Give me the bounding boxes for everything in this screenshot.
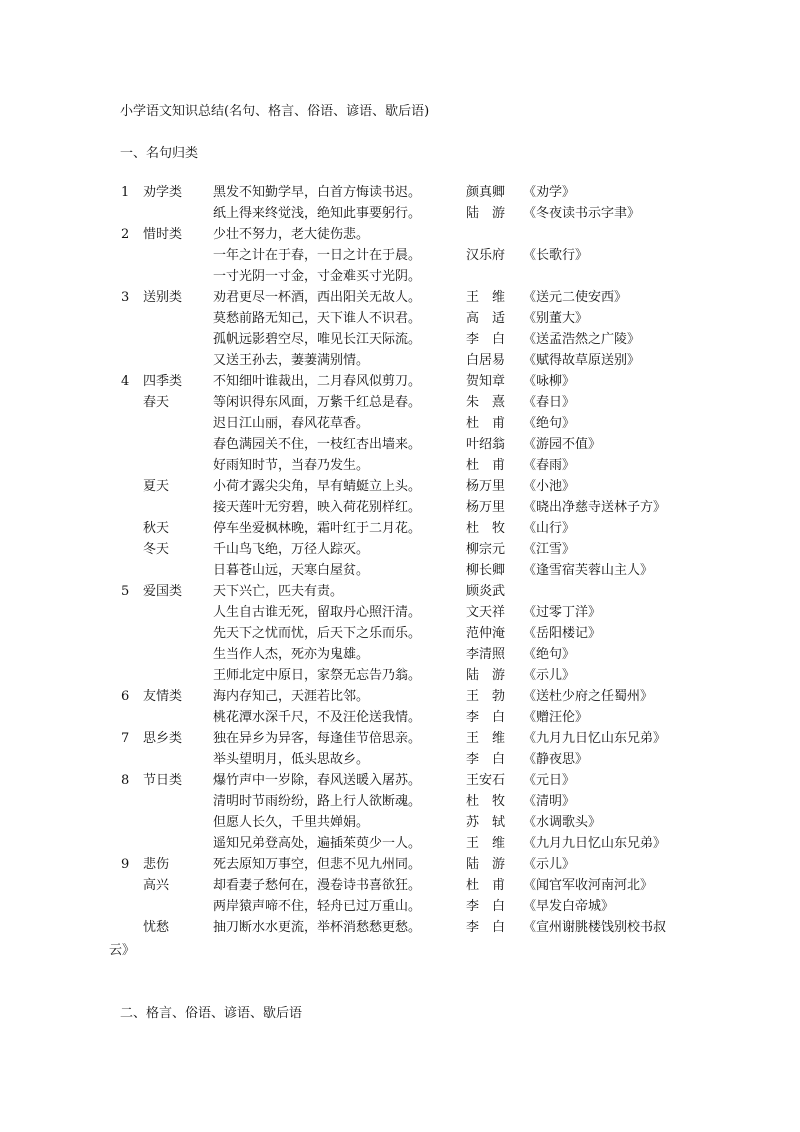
quote-row: [0, 644, 800, 665]
quote-row: [0, 224, 800, 245]
section-heading-proverbs: 二、格言、俗语、谚语、歇后语: [120, 1006, 303, 1021]
category-label: 节日类: [143, 773, 183, 788]
work-title: 《示儿》: [523, 668, 576, 683]
quote-text: 抽刀断水水更流，举杯消愁愁更愁。: [213, 920, 422, 935]
quote-row: [0, 623, 800, 644]
quote-text: 生当作人杰，死亦为鬼雄。: [213, 647, 370, 662]
author-name: 杨万里: [466, 500, 506, 515]
work-title: 《岳阳楼记》: [523, 626, 602, 641]
quote-row: [0, 287, 800, 308]
quote-text: 但愿人长久，千里共婵娟。: [213, 815, 370, 830]
quote-text: 死去原知万事空，但悲不见九州同。: [213, 857, 422, 872]
category-label: 劝学类: [143, 185, 183, 200]
quote-row: [0, 539, 800, 560]
author-name: 杜 牧: [466, 521, 506, 536]
quote-text: 王师北定中原日，家祭无忘告乃翁。: [213, 668, 422, 683]
quote-row: [0, 392, 800, 413]
work-title: 《九月九日忆山东兄弟》: [523, 731, 667, 746]
quote-text: 迟日江山丽，春风花草香。: [213, 416, 370, 431]
quote-row: [0, 602, 800, 623]
quote-row: [0, 203, 800, 224]
work-title: 《元日》: [523, 773, 576, 788]
work-title: 《长歌行》: [523, 248, 589, 263]
work-title: 《静夜思》: [523, 752, 589, 767]
author-name: 白居易: [466, 353, 506, 368]
author-name: 顾炎武: [466, 584, 506, 599]
category-label: 冬天: [143, 542, 170, 557]
work-title: 《游园不值》: [523, 437, 602, 452]
author-name: 王 维: [466, 290, 506, 305]
author-name: 李 白: [466, 752, 506, 767]
quote-row: [0, 413, 800, 434]
author-name: 颜真卿: [466, 185, 506, 200]
work-title: 《赠汪伦》: [523, 710, 589, 725]
quote-row: [0, 350, 800, 371]
author-name: 苏 轼: [466, 815, 506, 830]
quote-text: 一寸光阴一寸金，寸金难买寸光阴。: [213, 269, 422, 284]
category-number: 7: [121, 731, 130, 746]
category-number: 8: [121, 773, 130, 788]
quote-row: [0, 791, 800, 812]
author-name: 文天祥: [466, 605, 506, 620]
quote-row: [0, 497, 800, 518]
author-name: 朱 熹: [466, 395, 506, 410]
author-name: 杜 甫: [466, 416, 506, 431]
quote-row: [0, 896, 800, 917]
quote-text: 爆竹声中一岁除，春风送暖入屠苏。: [213, 773, 422, 788]
author-name: 范仲淹: [466, 626, 506, 641]
quote-row: [0, 770, 800, 791]
work-title: 《九月九日忆山东兄弟》: [523, 836, 667, 851]
work-title: 《江雪》: [523, 542, 576, 557]
quote-text: 日暮苍山远，天寒白屋贫。: [213, 563, 370, 578]
author-name: 陆 游: [466, 668, 506, 683]
section-heading-famous-lines: 一、名句归类: [120, 146, 199, 161]
quote-row: [0, 266, 800, 287]
work-title: 《咏柳》: [523, 374, 576, 389]
category-label: 春天: [143, 395, 170, 410]
quote-text: 小荷才露尖尖角，早有蜻蜓立上头。: [213, 479, 422, 494]
quote-text: 先天下之忧而忧，后天下之乐而乐。: [213, 626, 422, 641]
work-title: 《春日》: [523, 395, 576, 410]
quote-text: 少壮不努力，老大徒伤悲。: [213, 227, 370, 242]
category-label: 四季类: [143, 374, 183, 389]
work-title: 《水调歌头》: [523, 815, 602, 830]
author-name: 叶绍翁: [466, 437, 506, 452]
author-name: 高 适: [466, 311, 506, 326]
author-name: 贺知章: [466, 374, 506, 389]
quote-text: 黑发不知勤学早，白首方悔读书迟。: [213, 185, 422, 200]
author-name: 王 维: [466, 836, 506, 851]
quote-row: [0, 182, 800, 203]
author-name: 李清照: [466, 647, 506, 662]
quote-row: [0, 875, 800, 896]
work-title: 《送杜少府之任蜀州》: [523, 689, 654, 704]
quote-row: [0, 245, 800, 266]
work-title: 《小池》: [523, 479, 576, 494]
quote-text: 春色满园关不住，一枝红杏出墙来。: [213, 437, 422, 452]
category-label: 忧愁: [143, 920, 170, 935]
quote-text: 孤帆远影碧空尽，唯见长江天际流。: [213, 332, 422, 347]
category-number: 4: [121, 374, 130, 389]
quote-text: 举头望明月，低头思故乡。: [213, 752, 370, 767]
quote-row: [0, 518, 800, 539]
author-name: 陆 游: [466, 857, 506, 872]
quote-row: [0, 434, 800, 455]
category-label: 思乡类: [143, 731, 183, 746]
quote-text: 独在异乡为异客，每逢佳节倍思亲。: [213, 731, 422, 746]
author-name: 李 白: [466, 710, 506, 725]
category-number: 1: [121, 185, 130, 200]
category-label: 送别类: [143, 290, 183, 305]
quote-text: 却看妻子愁何在，漫卷诗书喜欲狂。: [213, 878, 422, 893]
quote-text: 劝君更尽一杯酒，西出阳关无故人。: [213, 290, 422, 305]
quote-text: 停车坐爱枫林晚，霜叶红于二月花。: [213, 521, 422, 536]
work-title: 《山行》: [523, 521, 576, 536]
quote-text: 清明时节雨纷纷，路上行人欲断魂。: [213, 794, 422, 809]
quote-text: 又送王孙去，萋萋满别情。: [213, 353, 370, 368]
quote-text: 好雨知时节，当春乃发生。: [213, 458, 370, 473]
quote-text: 桃花潭水深千尺，不及汪伦送我情。: [213, 710, 422, 725]
author-name: 柳长卿: [466, 563, 506, 578]
document-title: 小学语文知识总结(名句、格言、俗语、谚语、歇后语): [120, 104, 430, 119]
category-label: 惜时类: [143, 227, 183, 242]
work-title: 《示儿》: [523, 857, 576, 872]
work-title: 《送元二使安西》: [523, 290, 628, 305]
author-name: 杜 甫: [466, 458, 506, 473]
quote-text: 等闲识得东风面，万紫千红总是春。: [213, 395, 422, 410]
category-label: 爱国类: [143, 584, 183, 599]
wrapped-work-tail: 云》: [109, 943, 136, 958]
author-name: 杜 甫: [466, 878, 506, 893]
category-number: 9: [121, 857, 130, 872]
quote-row: [0, 371, 800, 392]
author-name: 杜 牧: [466, 794, 506, 809]
quote-text: 两岸猿声啼不住，轻舟已过万重山。: [213, 899, 422, 914]
author-name: 柳宗元: [466, 542, 506, 557]
quote-row: [0, 749, 800, 770]
work-title: 《闻官军收河南河北》: [523, 878, 654, 893]
quote-row: [0, 560, 800, 581]
work-title: 《晓出净慈寺送林子方》: [523, 500, 667, 515]
quote-text: 人生自古谁无死，留取丹心照汗清。: [213, 605, 422, 620]
author-name: 李 白: [466, 332, 506, 347]
work-title: 《绝句》: [523, 416, 576, 431]
author-name: 王 勃: [466, 689, 506, 704]
work-title: 《春雨》: [523, 458, 576, 473]
author-name: 杨万里: [466, 479, 506, 494]
work-title: 《送孟浩然之广陵》: [523, 332, 641, 347]
category-number: 2: [121, 227, 130, 242]
quote-text: 千山鸟飞绝，万径人踪灭。: [213, 542, 370, 557]
quote-row: [0, 476, 800, 497]
category-number: 3: [121, 290, 130, 305]
author-name: 王安石: [466, 773, 506, 788]
quote-row: [0, 917, 800, 938]
author-name: 陆 游: [466, 206, 506, 221]
quote-row: [0, 833, 800, 854]
quote-list: [0, 182, 800, 938]
quote-text: 天下兴亡，匹夫有责。: [213, 584, 344, 599]
author-name: 汉乐府: [466, 248, 506, 263]
quote-row: [0, 581, 800, 602]
work-title: 《过零丁洋》: [523, 605, 602, 620]
author-name: 李 白: [466, 920, 506, 935]
quote-row: [0, 812, 800, 833]
work-title: 《清明》: [523, 794, 576, 809]
quote-text: 不知细叶谁裁出，二月春风似剪刀。: [213, 374, 422, 389]
work-title: 《宣州谢朓楼饯别校书叔: [523, 920, 667, 935]
quote-row: [0, 329, 800, 350]
category-label: 高兴: [143, 878, 170, 893]
category-label: 友情类: [143, 689, 183, 704]
quote-text: 一年之计在于春，一日之计在于晨。: [213, 248, 422, 263]
quote-row: [0, 308, 800, 329]
quote-row: [0, 455, 800, 476]
quote-row: [0, 854, 800, 875]
author-name: 王 维: [466, 731, 506, 746]
work-title: 《劝学》: [523, 185, 576, 200]
quote-row: [0, 707, 800, 728]
quote-text: 遥知兄弟登高处，遍插茱萸少一人。: [213, 836, 422, 851]
work-title: 《冬夜读书示字聿》: [523, 206, 641, 221]
quote-text: 接天莲叶无穷碧，映入荷花别样红。: [213, 500, 422, 515]
work-title: 《别董大》: [523, 311, 589, 326]
quote-row: [0, 665, 800, 686]
category-label: 夏天: [143, 479, 170, 494]
quote-text: 纸上得来终觉浅，绝知此事要躬行。: [213, 206, 422, 221]
quote-row: [0, 728, 800, 749]
category-label: 悲伤: [143, 857, 170, 872]
category-number: 6: [121, 689, 130, 704]
work-title: 《绝句》: [523, 647, 576, 662]
quote-row: [0, 686, 800, 707]
author-name: 李 白: [466, 899, 506, 914]
work-title: 《赋得故草原送别》: [523, 353, 641, 368]
quote-text: 莫愁前路无知己，天下谁人不识君。: [213, 311, 422, 326]
work-title: 《逢雪宿芙蓉山主人》: [523, 563, 654, 578]
category-label: 秋天: [143, 521, 170, 536]
work-title: 《早发白帝城》: [523, 899, 615, 914]
quote-text: 海内存知己，天涯若比邻。: [213, 689, 370, 704]
category-number: 5: [121, 584, 130, 599]
